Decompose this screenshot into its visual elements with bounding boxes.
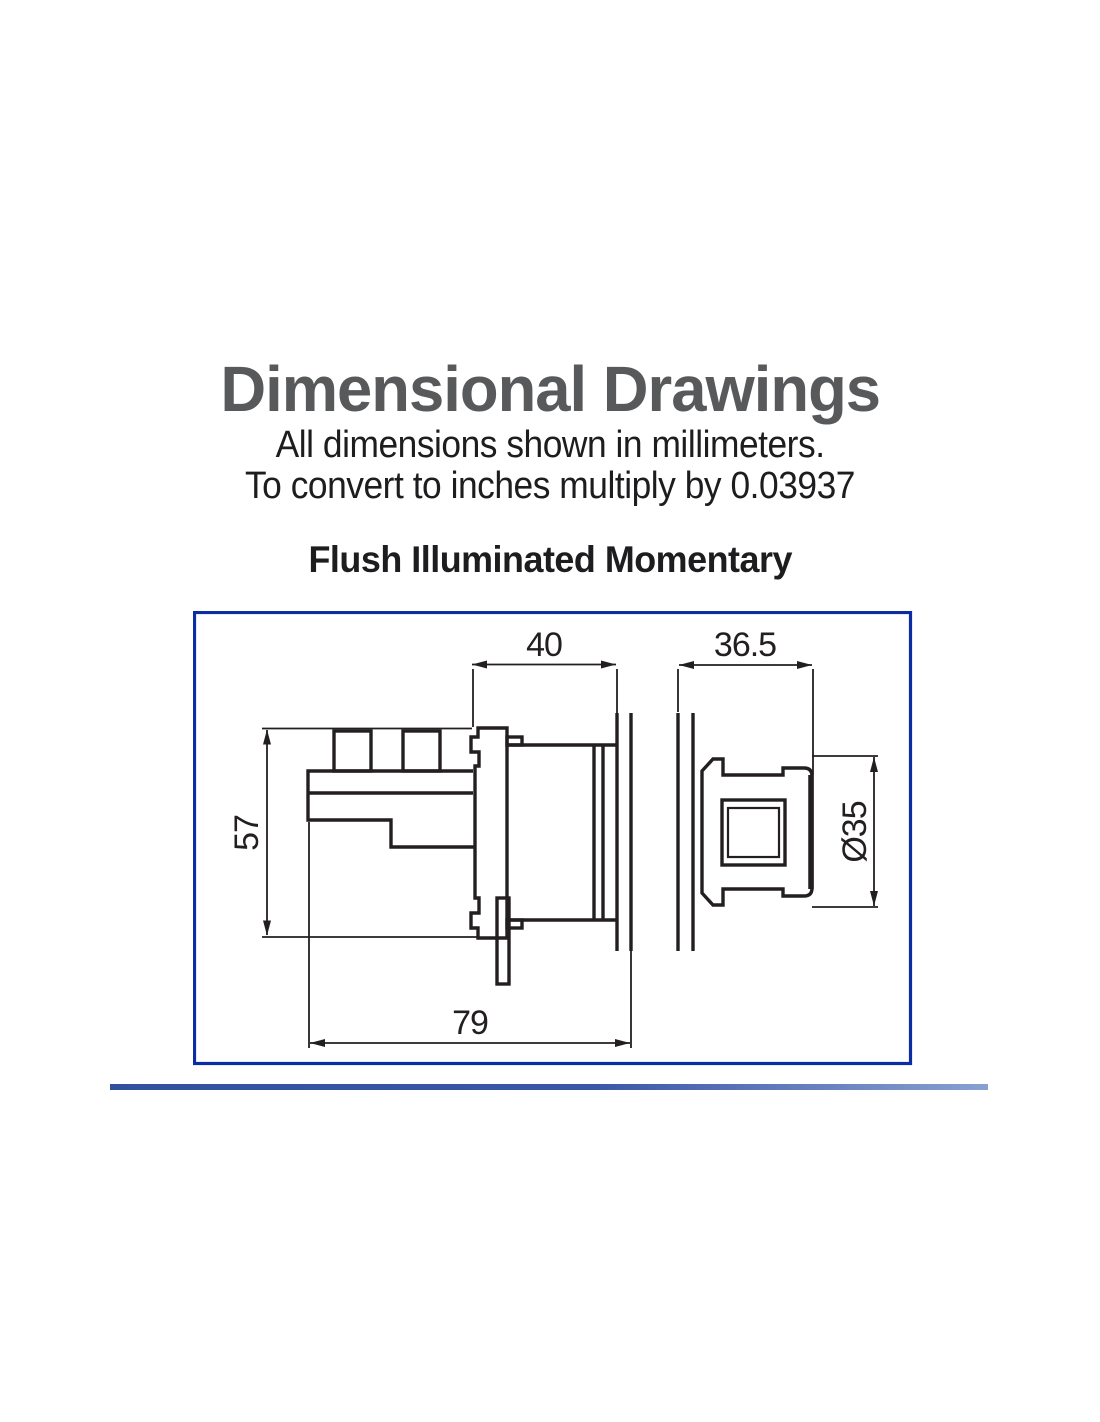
arrowhead [310, 1039, 325, 1047]
page-title [0, 352, 1100, 426]
arrowhead [797, 661, 812, 669]
bezel-outline [702, 759, 812, 905]
side-view-behind-panel [308, 713, 631, 984]
dimension-overall-depth [309, 822, 631, 1048]
side-view-front-bezel [678, 713, 812, 951]
terminal-1 [334, 731, 371, 771]
dimension-front-projection [678, 626, 813, 775]
dim-front-projection-label: 36.5 [713, 626, 777, 664]
dim-body-height-label: 57 [228, 815, 266, 851]
terminal-2 [403, 731, 440, 771]
mounting-flange [471, 728, 507, 938]
footer-separator-bar [110, 1084, 988, 1090]
section-heading [0, 539, 1100, 581]
plunger-outer [722, 800, 785, 865]
subtitle-line-1: All dimensions shown in millimeters. [275, 424, 825, 466]
plunger-inner [728, 808, 779, 857]
drawing-frame [195, 613, 911, 1064]
arrowhead [263, 730, 271, 745]
dim-bezel-diameter-label: Ø35 [836, 801, 874, 863]
arrowhead [870, 757, 878, 772]
page-title-text: Dimensional Drawings [220, 353, 880, 425]
arrowhead [472, 661, 487, 669]
arrowhead [870, 891, 878, 906]
dim-overall-depth-label: 79 [452, 1004, 488, 1042]
dimension-bezel-diameter [812, 756, 878, 907]
arrowhead [601, 661, 616, 669]
dimensional-drawing [193, 611, 913, 1066]
section-heading-text: Flush Illuminated Momentary [308, 539, 792, 580]
arrowhead [263, 921, 271, 936]
subtitle-line-2: To convert to inches multiply by 0.03937 [244, 465, 856, 507]
dimension-behind-panel-depth [472, 626, 617, 727]
switch-block-outline [308, 771, 475, 847]
arrowhead [679, 661, 694, 669]
arrowhead [615, 1039, 630, 1047]
page-subtitle [0, 425, 1100, 507]
dim-behind-panel-depth-label: 40 [526, 626, 562, 664]
